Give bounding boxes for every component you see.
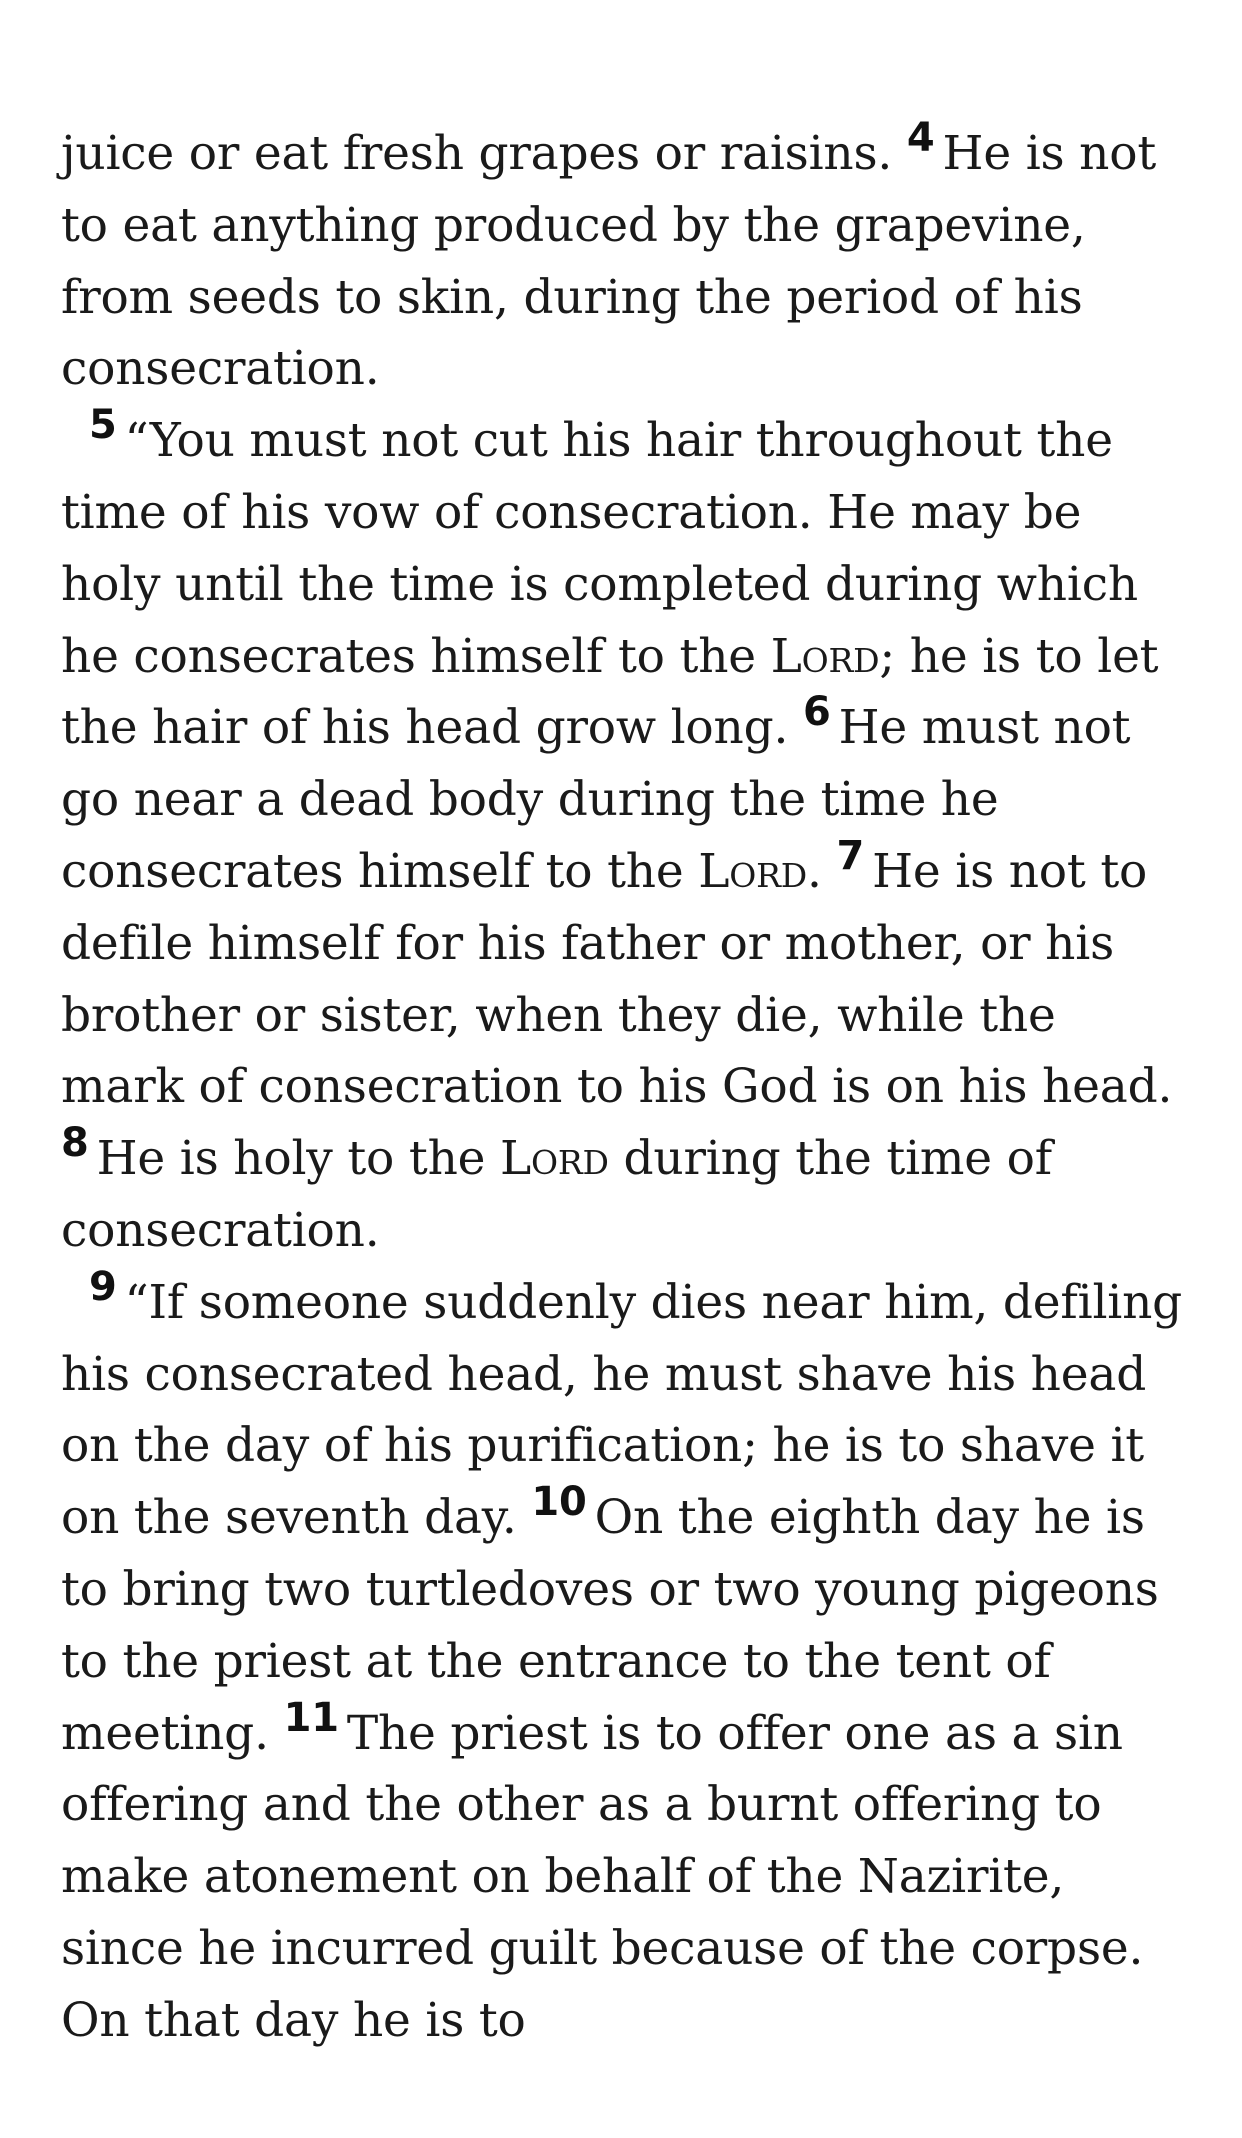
verse-text: during the time of consecration. xyxy=(61,1131,1052,1258)
verse-number[interactable]: 10 xyxy=(531,1479,587,1526)
verse-text: ; he is to let the hair of his head grow long. xyxy=(61,628,1159,756)
divine-name: Lord xyxy=(698,843,807,899)
verse-number[interactable]: 5 xyxy=(89,402,117,449)
verse-text: He must not go near a dead body during the time he consecrates himself to the xyxy=(61,700,1131,899)
divine-name: Lord xyxy=(500,1131,609,1187)
verse-text: He is not to eat anything produced by the grapevine, from seeds to skin, during the period of his consecration. xyxy=(61,126,1157,397)
scripture-reader[interactable] xyxy=(61,115,1191,2057)
paragraph-1 xyxy=(61,115,1191,405)
verse-text: The priest is to offer one as a sin offering and the other as a burnt offering to make atonement on behalf of the Nazirite, since he incurred guilt because of the corpse. On that day he is to xyxy=(61,1705,1144,2048)
verse-text: “If someone suddenly dies near him, defiling his consecrated head, he must shave his head on the day of his purification; he is to shave it on the seventh day. xyxy=(61,1274,1183,1546)
divine-name: Lord xyxy=(770,628,880,684)
verse-text: . xyxy=(806,843,837,899)
verse-number[interactable]: 9 xyxy=(89,1263,117,1310)
verse-text: He is holy to the xyxy=(96,1131,500,1187)
verse-text: juice or eat fresh grapes or raisins. xyxy=(61,126,907,181)
verse-number[interactable]: 6 xyxy=(802,689,831,736)
verse-text: He is not to defile himself for his father or mother, or his brother or sister, when they die, while the mark of consecration to his God is on his head. xyxy=(61,843,1173,1115)
paragraph-2 xyxy=(61,402,1191,1267)
verse-number[interactable]: 7 xyxy=(836,832,865,879)
verse-number[interactable]: 4 xyxy=(906,115,935,161)
verse-text: “You must not cut his hair throughout the time of his vow of consecration. He may be holy until the time is completed during which he consecrates himself to the xyxy=(61,413,1138,684)
paragraph-3 xyxy=(61,1263,1191,2057)
verse-text: On the eighth day he is to bring two turtledoves or two young pigeons to the priest at the entrance to the tent of meeting. xyxy=(61,1490,1159,1761)
verse-number[interactable]: 8 xyxy=(61,1120,89,1167)
verse-number[interactable]: 11 xyxy=(283,1694,339,1741)
